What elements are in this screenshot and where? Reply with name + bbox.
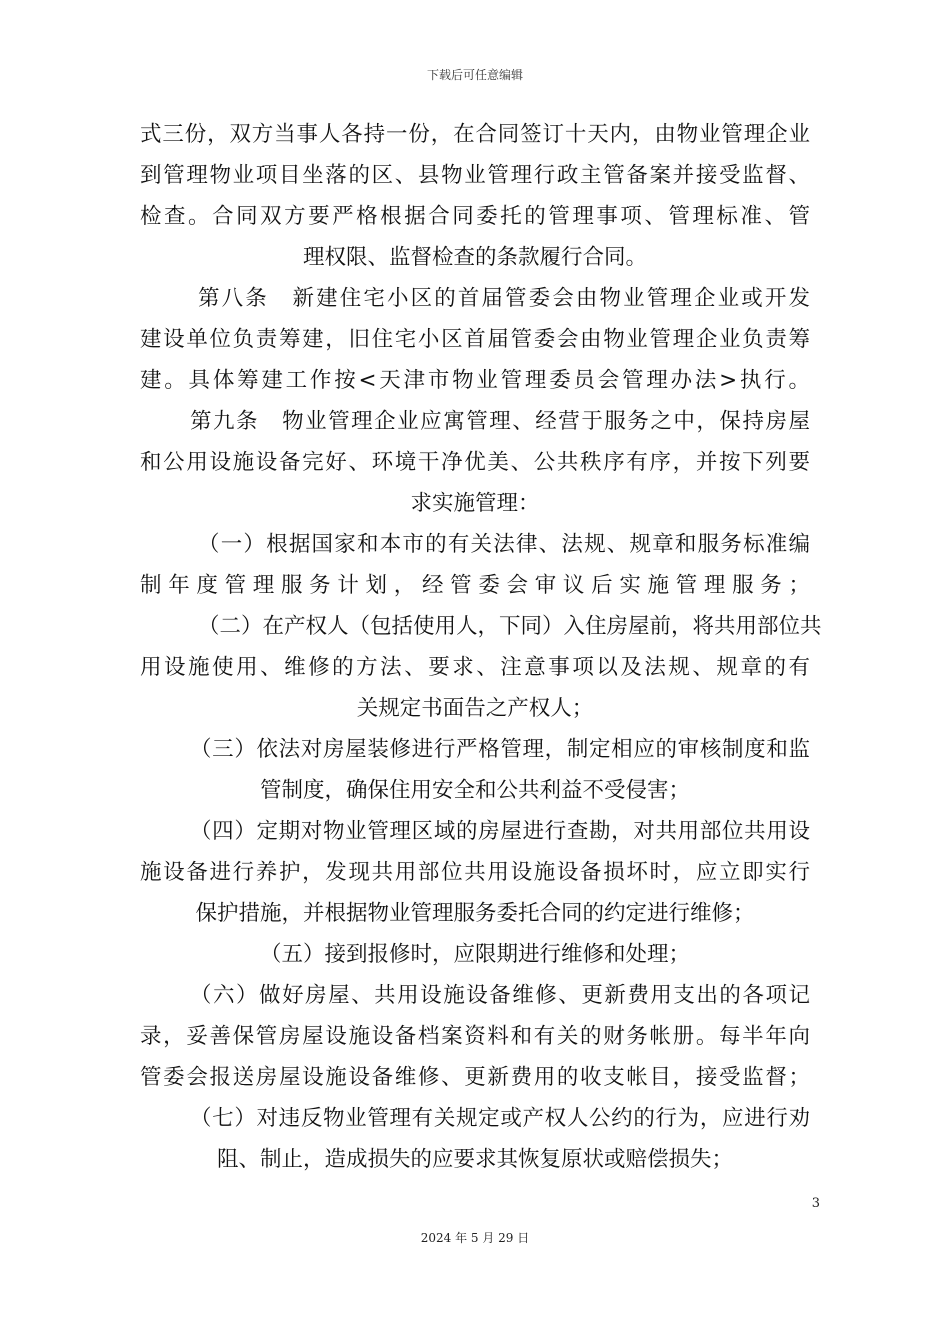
- article-8-heading-line: 第八条 新建住宅小区的首届管委会由物业管理企业或开发: [198, 286, 810, 311]
- clause-4-line: （四）定期对物业管理区域的房屋进行查勘，对共用部位共用设: [190, 819, 810, 844]
- text-line: 录，妥善保管房屋设施设备档案资料和有关的财务帐册。每半年向: [140, 1024, 810, 1049]
- article-9-heading-line: 第九条 物业管理企业应寓管理、经营于服务之中，保持房屋: [190, 409, 810, 434]
- text-line: 管委会报送房屋设施设备维修、更新费用的收支帐目，接受监督；: [140, 1065, 810, 1090]
- text-line: 求实施管理：: [410, 491, 540, 516]
- text-line: 建设单位负责筹建，旧住宅小区首届管委会由物业管理企业负责筹: [140, 327, 810, 352]
- clause-6-line: （六）做好房屋、共用设施设备维修、更新费用支出的各项记: [190, 983, 810, 1008]
- text-line: 制年度管理服务计划，经管委会审议后实施管理服务；: [140, 573, 810, 598]
- text-line: 检查。合同双方要严格根据合同委托的管理事项、管理标准、管: [140, 204, 810, 229]
- text-line: 用设施使用、维修的方法、要求、注意事项以及法规、规章的有: [140, 655, 810, 680]
- text-line: 建。具体筹建工作按<天津市物业管理委员会管理办法>执行。: [140, 368, 810, 393]
- text-line: 阻、制止，造成损失的应要求其恢复原状或赔偿损失；: [216, 1147, 733, 1172]
- text-line: 到管理物业项目坐落的区、县物业管理行政主管备案并接受监督、: [140, 163, 810, 188]
- text-line: 理权限、监督检查的条款履行合同。: [302, 245, 647, 270]
- clause-3-line: （三）依法对房屋装修进行严格管理，制定相应的审核制度和监: [190, 737, 810, 762]
- text-line: 式三份，双方当事人各持一份，在合同签订十天内，由物业管理企业: [140, 122, 810, 147]
- clause-1-line: （一）根据国家和本市的有关法律、法规、规章和服务标准编: [198, 532, 810, 557]
- document-body: [140, 114, 822, 1180]
- page-header: 下载后可任意编辑: [426, 68, 523, 82]
- clause-5-line: （五）接到报修时，应限期进行维修和处理；: [259, 942, 690, 967]
- text-line: 和公用设施设备完好、环境干净优美、公共秩序有序，并按下列要: [140, 450, 810, 475]
- text-line: 保护措施，并根据物业管理服务委托合同的约定进行维修；: [195, 901, 755, 926]
- text-line: 关规定书面告之产权人；: [356, 696, 594, 721]
- text-line: 施设备进行养护，发现共用部位共用设施设备损坏时，应立即实行: [140, 860, 810, 885]
- clause-7-line: （七）对违反物业管理有关规定或产权人公约的行为，应进行劝: [190, 1106, 810, 1131]
- clause-2-line: （二）在产权人（包括使用人，下同）入住房屋前，将共用部位共: [198, 614, 822, 639]
- page-number: 3: [811, 1196, 820, 1211]
- text-line: 管制度，确保住用安全和公共利益不受侵害；: [259, 778, 690, 803]
- page-footer-date: 2024 年 5 月 29 日: [420, 1231, 530, 1245]
